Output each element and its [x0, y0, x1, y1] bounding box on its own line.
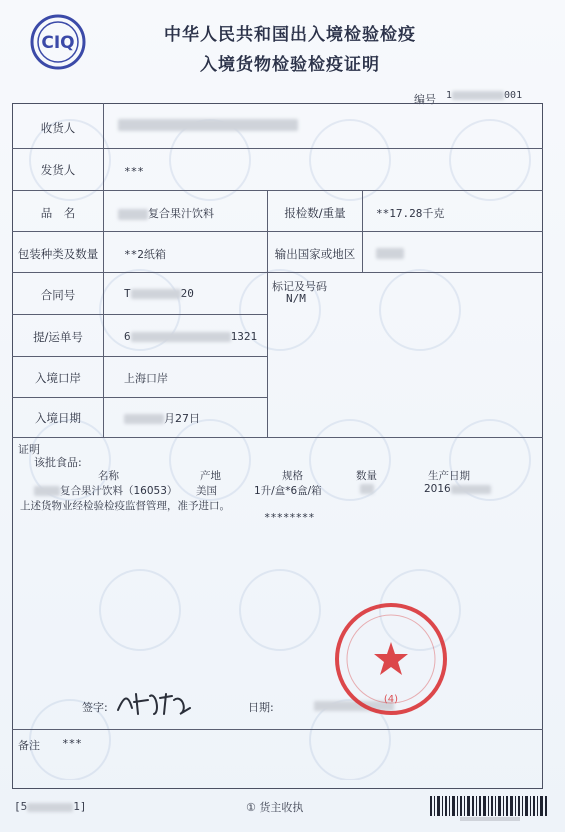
footer-form-code: [5 1]	[14, 800, 87, 813]
certificate-heading: 证明	[18, 443, 40, 456]
col-spec-header: 规格	[282, 470, 303, 482]
col-divider	[103, 103, 104, 437]
row-spec: 1升/盒*6盒/箱	[254, 485, 322, 497]
origin-country-label: 输出国家或地区	[274, 247, 356, 261]
packing-value: **2纸箱	[124, 248, 166, 261]
logo-text: CIQ	[41, 33, 75, 53]
date-label: 日期:	[248, 701, 274, 714]
contract-value: T 20	[124, 287, 194, 300]
certificate-end-mark: ********	[264, 512, 315, 524]
bill-of-lading-value: 6 1321	[124, 330, 258, 343]
row-divider	[12, 231, 543, 232]
certificate-intro: 该批食品:	[34, 456, 82, 469]
consignor-label: 发货人	[40, 163, 76, 177]
entry-port-value: 上海口岸	[124, 372, 168, 385]
contract-label: 合同号	[40, 288, 76, 302]
goods-label: 品 名	[40, 206, 76, 220]
certificate-statement: 上述货物业经检验检疫监督管理，准予进口。	[20, 500, 230, 512]
ciq-logo	[30, 14, 86, 70]
consignee-label: 收货人	[40, 121, 76, 135]
quantity-label: 报检数/重量	[284, 206, 346, 220]
bill-of-lading-label: 提/运单号	[33, 330, 83, 344]
copy-designation: ① 货主收执	[246, 801, 304, 814]
row-divider	[12, 729, 543, 730]
row-divider	[12, 437, 543, 438]
handwritten-signature	[114, 688, 194, 718]
signature-label: 签字:	[82, 701, 108, 714]
serial-value: 1 001	[446, 90, 523, 101]
col-origin-header: 产地	[200, 470, 221, 482]
row-divider	[12, 397, 267, 398]
entry-port-label: 入境口岸	[35, 371, 81, 385]
consignor-value: ***	[124, 165, 144, 178]
row-qty	[360, 483, 374, 495]
barcode	[430, 796, 548, 822]
consignee-value	[118, 118, 298, 131]
row-origin: 美国	[196, 485, 217, 497]
svg-text:(4): (4)	[383, 694, 399, 705]
remarks-label: 备注	[18, 739, 40, 752]
row-divider	[12, 314, 267, 315]
origin-country-value	[376, 246, 404, 259]
row-divider	[12, 148, 543, 149]
goods-value: 复合果汁饮料	[118, 205, 214, 221]
marks-value: N/M	[286, 292, 306, 305]
row-divider	[12, 190, 543, 191]
official-red-seal	[332, 600, 450, 718]
serial-label: 编号	[414, 93, 436, 106]
quantity-value: **17.28千克	[376, 207, 445, 220]
title-line-2: 入境货物检验检疫证明	[200, 55, 380, 75]
entry-date-value: 月27日	[124, 410, 200, 426]
col-divider	[362, 190, 363, 272]
col-name-header: 名称	[98, 470, 119, 482]
row-divider	[12, 272, 543, 273]
packing-label: 包装种类及数量	[17, 247, 99, 261]
entry-date-label: 入境日期	[35, 411, 81, 425]
marks-label: 标记及号码	[272, 280, 327, 293]
row-name: 复合果汁饮料（16053）	[34, 483, 177, 498]
row-prod-date: 2016	[424, 483, 491, 495]
col-divider	[267, 190, 268, 437]
title-line-1: 中华人民共和国出入境检验检疫	[164, 25, 416, 45]
row-divider	[12, 356, 267, 357]
col-qty-header: 数量	[356, 470, 377, 482]
col-prod-date-header: 生产日期	[428, 470, 470, 482]
remarks-value: ***	[62, 737, 82, 750]
